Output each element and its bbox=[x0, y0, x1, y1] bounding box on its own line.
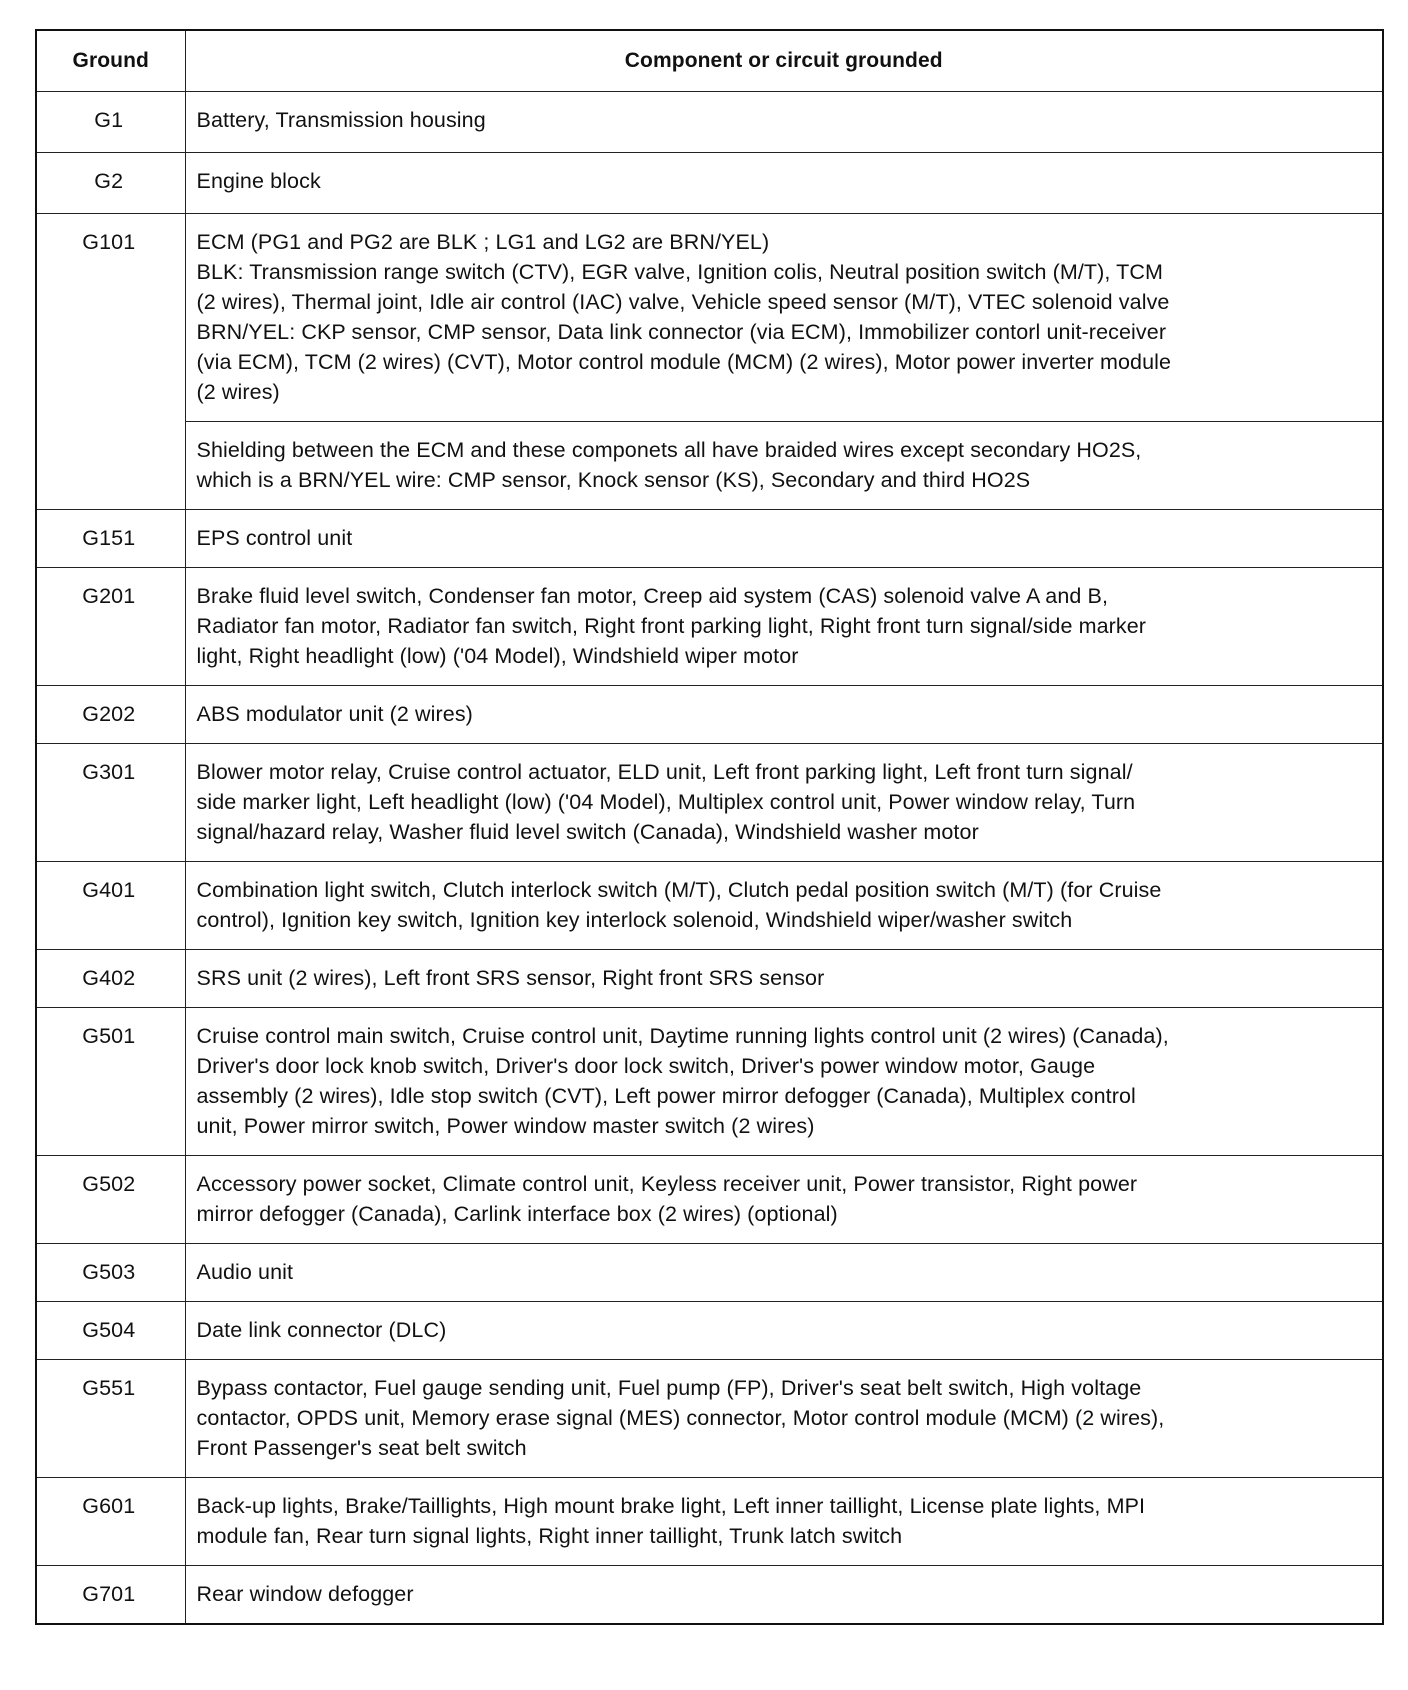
component-line: BLK: Transmission range switch (CTV), EGR valve, Ignition colis, Neutral position switch (M/T), TCM bbox=[196, 260, 1164, 284]
ground-id: G301 bbox=[36, 744, 185, 862]
header-component: Component or circuit grounded bbox=[185, 30, 1383, 92]
component-line: Bypass contactor, Fuel gauge sending unit, Fuel pump (FP), Driver's seat belt switch, High voltage bbox=[196, 1376, 1142, 1400]
component-list bbox=[185, 1156, 1383, 1244]
component-list bbox=[185, 92, 1383, 153]
ground-id: G202 bbox=[36, 686, 185, 744]
component-line: module fan, Rear turn signal lights, Right inner taillight, Trunk latch switch bbox=[196, 1524, 903, 1548]
component-list bbox=[185, 1302, 1383, 1360]
component-line: Accessory power socket, Climate control unit, Keyless receiver unit, Power transistor, Right power bbox=[196, 1172, 1138, 1196]
table-row bbox=[36, 1008, 1383, 1156]
component-list bbox=[185, 1478, 1383, 1566]
component-line: ECM (PG1 and PG2 are BLK ; LG1 and LG2 are BRN/YEL) bbox=[196, 230, 770, 254]
ground-id: G402 bbox=[36, 950, 185, 1008]
table-row bbox=[36, 153, 1383, 214]
table-row bbox=[36, 1478, 1383, 1566]
table-row bbox=[36, 686, 1383, 744]
component-line: Driver's door lock knob switch, Driver's door lock switch, Driver's power window motor, Gauge bbox=[196, 1054, 1096, 1078]
component-line: Rear window defogger bbox=[196, 1582, 414, 1606]
component-list bbox=[185, 1008, 1383, 1156]
component-line: control), Ignition key switch, Ignition key interlock solenoid, Windshield wiper/washer switch bbox=[196, 908, 1073, 932]
component-line: side marker light, Left headlight (low) ('04 Model), Multiplex control unit, Power window relay, Turn bbox=[196, 790, 1136, 814]
component-line: Radiator fan motor, Radiator fan switch, Right front parking light, Right front turn signal/side marker bbox=[196, 614, 1147, 638]
table-row bbox=[36, 1302, 1383, 1360]
ground-id: G1 bbox=[36, 92, 185, 153]
component-list bbox=[185, 153, 1383, 214]
component-list bbox=[185, 950, 1383, 1008]
table-row bbox=[36, 214, 1383, 422]
table-row bbox=[36, 510, 1383, 568]
ground-id: G151 bbox=[36, 510, 185, 568]
component-line: assembly (2 wires), Idle stop switch (CVT), Left power mirror defogger (Canada), Multiplex control bbox=[196, 1084, 1136, 1108]
ground-id: G601 bbox=[36, 1478, 185, 1566]
ground-id: G502 bbox=[36, 1156, 185, 1244]
ground-id: G551 bbox=[36, 1360, 185, 1478]
component-list bbox=[185, 510, 1383, 568]
component-line: Blower motor relay, Cruise control actuator, ELD unit, Left front parking light, Left front turn signal/ bbox=[196, 760, 1133, 784]
component-line: Back-up lights, Brake/Taillights, High mount brake light, Left inner taillight, License plate lights, MPI bbox=[196, 1494, 1146, 1518]
table-row bbox=[36, 862, 1383, 950]
header-ground: Ground bbox=[36, 30, 185, 92]
component-line: Front Passenger's seat belt switch bbox=[196, 1436, 527, 1460]
component-line: Audio unit bbox=[196, 1260, 294, 1284]
ground-id: G504 bbox=[36, 1302, 185, 1360]
component-line: (2 wires) bbox=[196, 380, 280, 404]
table-row bbox=[36, 1244, 1383, 1302]
ground-id: G2 bbox=[36, 153, 185, 214]
component-line: contactor, OPDS unit, Memory erase signal (MES) connector, Motor control module (MCM) (2 wires), bbox=[196, 1406, 1165, 1430]
component-line: ABS modulator unit (2 wires) bbox=[196, 702, 473, 726]
component-line: signal/hazard relay, Washer fluid level switch (Canada), Windshield washer motor bbox=[196, 820, 979, 844]
ground-id: G101 bbox=[36, 214, 185, 510]
component-list bbox=[185, 1244, 1383, 1302]
component-line: (via ECM), TCM (2 wires) (CVT), Motor control module (MCM) (2 wires), Motor power inverter module bbox=[196, 350, 1172, 374]
component-list bbox=[185, 1360, 1383, 1478]
component-line: (2 wires), Thermal joint, Idle air control (IAC) valve, Vehicle speed sensor (M/T), VTEC solenoid valve bbox=[196, 290, 1170, 314]
component-line: Cruise control main switch, Cruise control unit, Daytime running lights control unit (2 wires) (Canada), bbox=[196, 1024, 1169, 1048]
ground-id: G503 bbox=[36, 1244, 185, 1302]
component-line: BRN/YEL: CKP sensor, CMP sensor, Data link connector (via ECM), Immobilizer contorl unit-receiver bbox=[196, 320, 1167, 344]
component-line: Engine block bbox=[196, 169, 321, 193]
component-list bbox=[185, 1566, 1383, 1625]
ground-id: G401 bbox=[36, 862, 185, 950]
ground-id: G501 bbox=[36, 1008, 185, 1156]
component-list bbox=[185, 214, 1383, 422]
component-line: unit, Power mirror switch, Power window master switch (2 wires) bbox=[196, 1114, 815, 1138]
component-line: Battery, Transmission housing bbox=[196, 108, 486, 132]
component-line: EPS control unit bbox=[196, 526, 353, 550]
component-line: Combination light switch, Clutch interlock switch (M/T), Clutch pedal position switch (M/T) (for Cruise bbox=[196, 878, 1162, 902]
component-line: which is a BRN/YEL wire: CMP sensor, Knock sensor (KS), Secondary and third HO2S bbox=[196, 468, 1031, 492]
table-row bbox=[36, 1566, 1383, 1625]
component-line: mirror defogger (Canada), Carlink interface box (2 wires) (optional) bbox=[196, 1202, 838, 1226]
component-list bbox=[185, 744, 1383, 862]
table-row bbox=[36, 1360, 1383, 1478]
component-line: Brake fluid level switch, Condenser fan motor, Creep aid system (CAS) solenoid valve A and B, bbox=[196, 584, 1109, 608]
component-line: light, Right headlight (low) ('04 Model), Windshield wiper motor bbox=[196, 644, 799, 668]
component-line: Date link connector (DLC) bbox=[196, 1318, 447, 1342]
table-row bbox=[36, 568, 1383, 686]
component-line: Shielding between the ECM and these componets all have braided wires except secondary HO2S, bbox=[196, 438, 1142, 462]
table-header-row bbox=[36, 30, 1383, 92]
shielding-note bbox=[185, 422, 1383, 510]
table-row bbox=[36, 92, 1383, 153]
component-list bbox=[185, 568, 1383, 686]
ground-id: G701 bbox=[36, 1566, 185, 1625]
component-list bbox=[185, 686, 1383, 744]
table-row bbox=[36, 744, 1383, 862]
table-row bbox=[36, 950, 1383, 1008]
component-line: SRS unit (2 wires), Left front SRS sensor, Right front SRS sensor bbox=[196, 966, 825, 990]
ground-locations-table bbox=[35, 29, 1384, 1625]
table-subrow bbox=[36, 422, 1383, 510]
ground-id: G201 bbox=[36, 568, 185, 686]
component-list bbox=[185, 862, 1383, 950]
table-row bbox=[36, 1156, 1383, 1244]
